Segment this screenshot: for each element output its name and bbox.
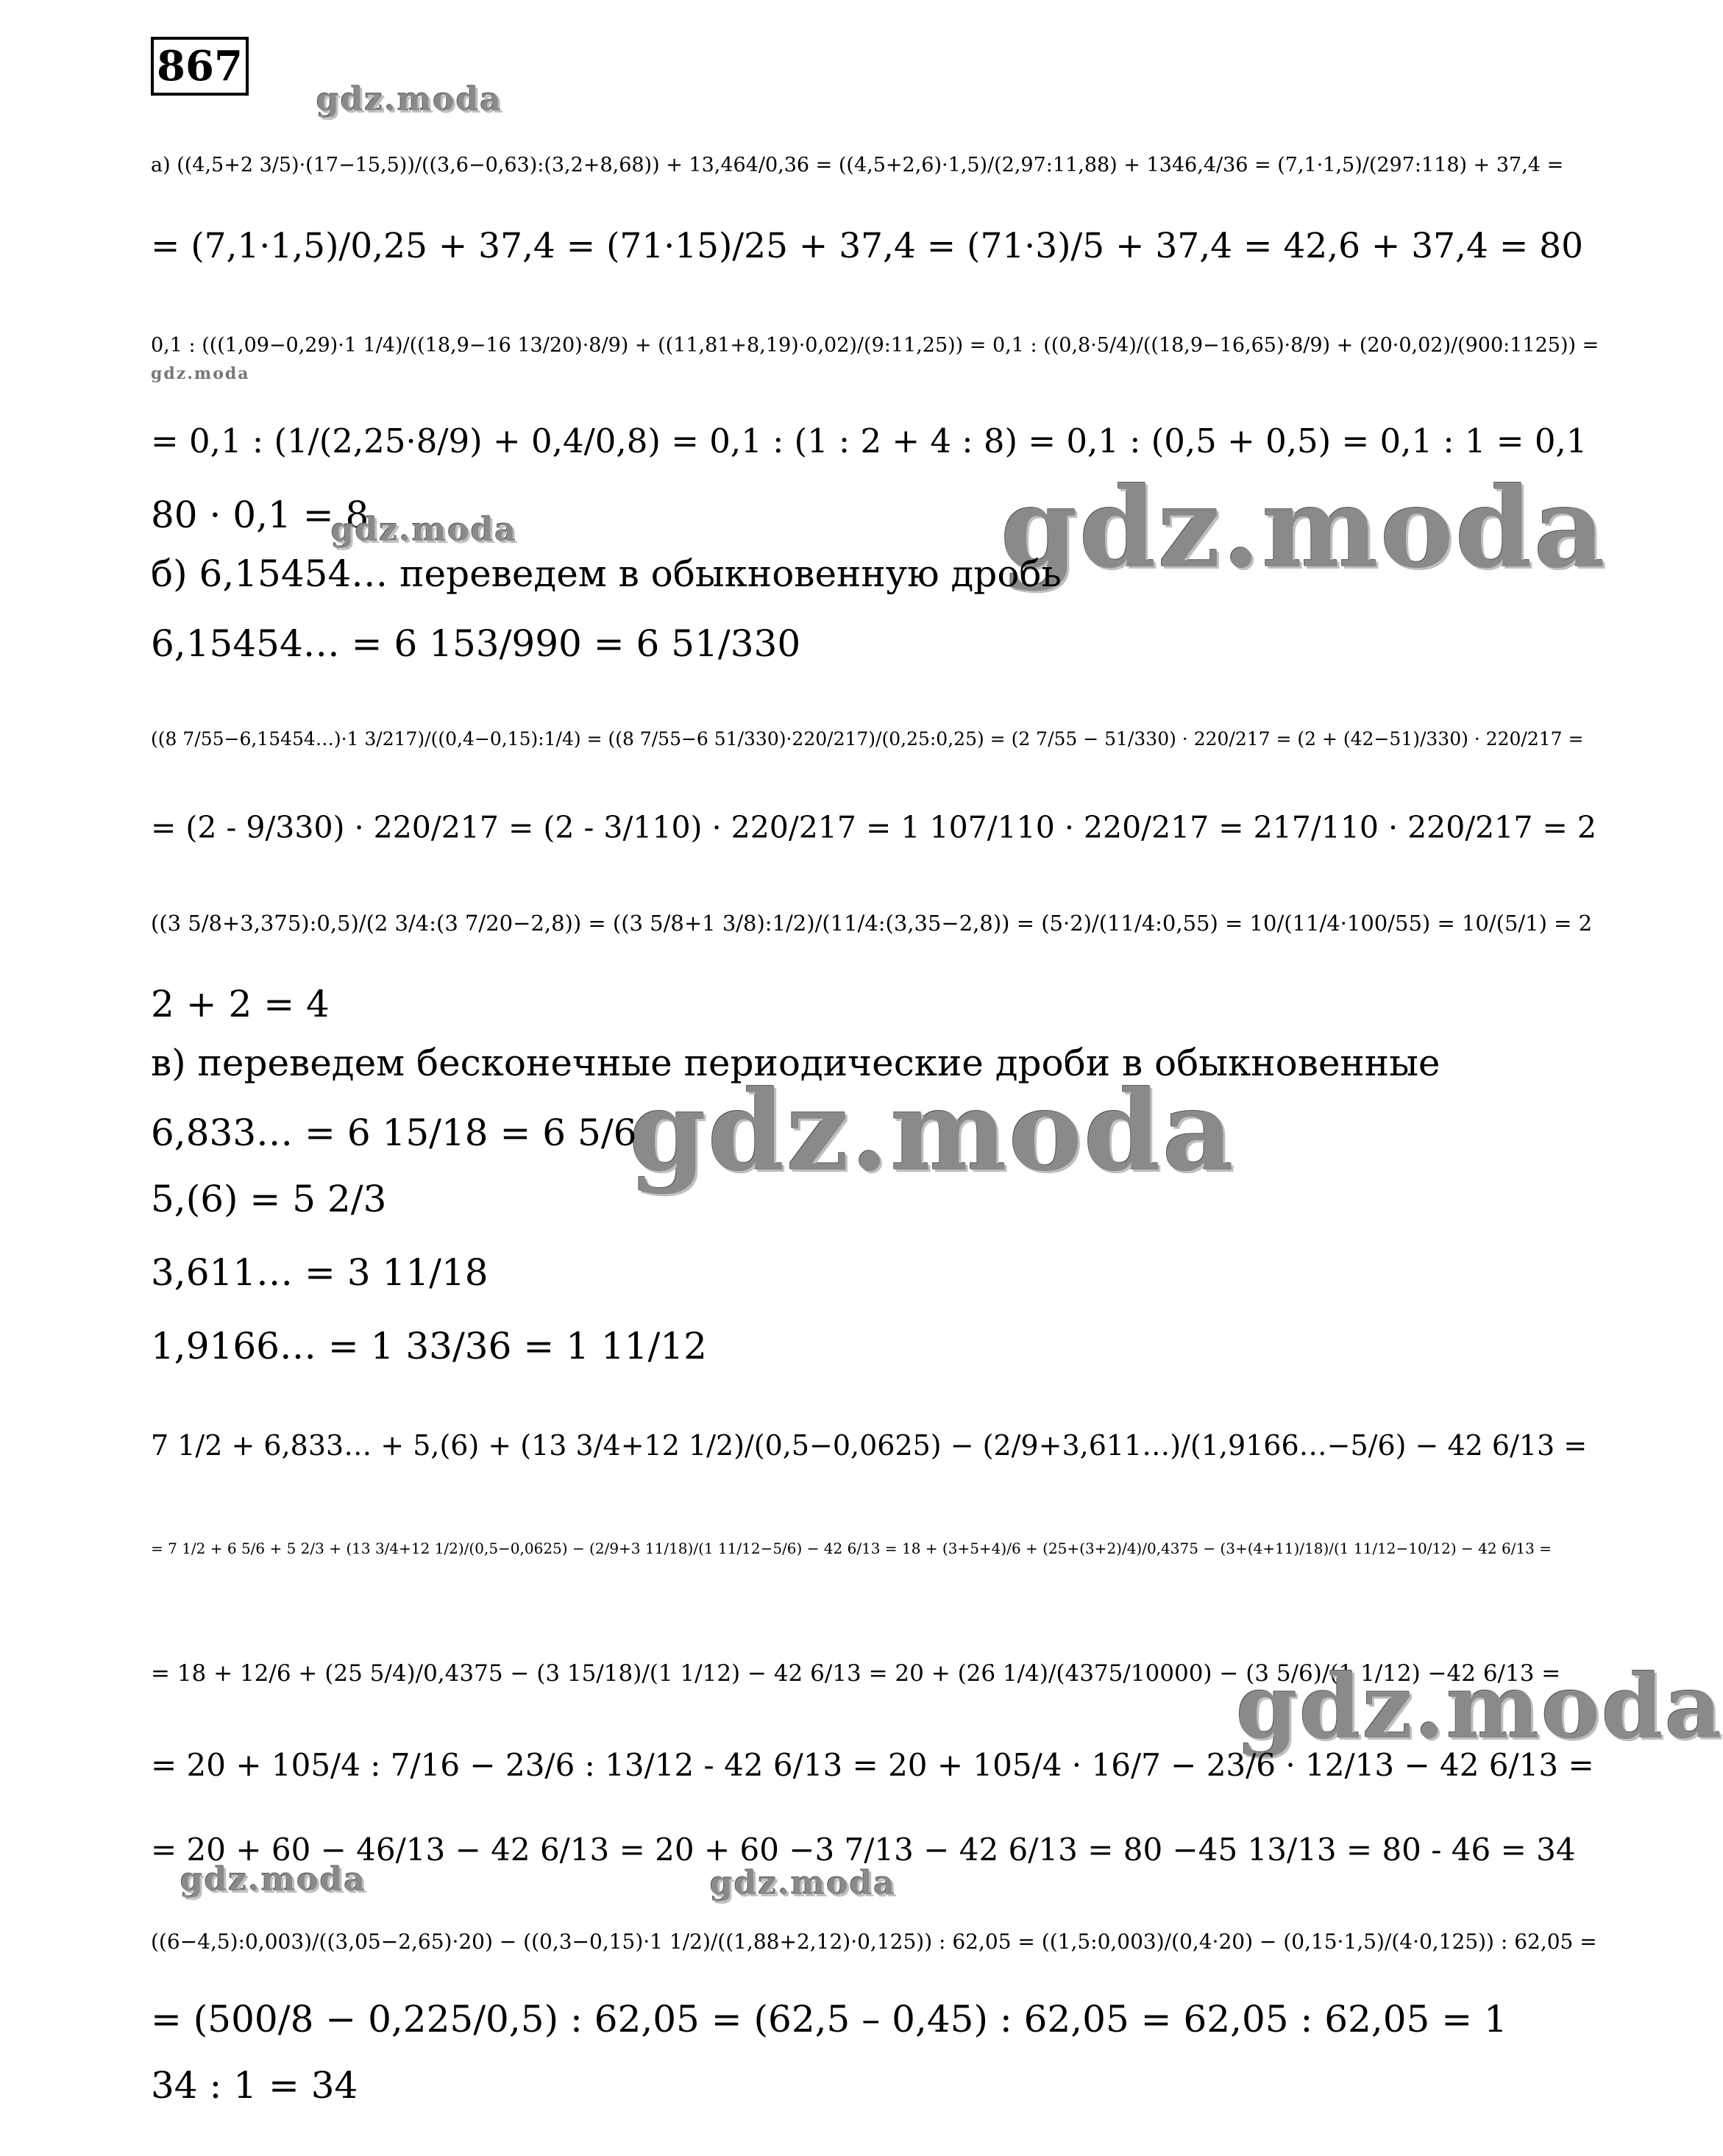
watermark: gdz.moda: [331, 511, 518, 549]
solution-line-b4: = (2 - 9/330) · 220/217 = (2 - 3/110) · 220/217 = 1 107/110 · 220/217 = 217/110 · 220/217 = 2: [151, 810, 1596, 845]
solution-line-a2: = (7,1·1,5)/0,25 + 37,4 = (71·15)/25 + 37,4 = (71·3)/5 + 37,4 = 42,6 + 37,4 = 80: [151, 226, 1583, 266]
watermark: gdz.moda: [1001, 463, 1607, 593]
solution-line-b3: ((8 7/55−6,15454…)·1 3/217)/((0,4−0,15):1/4) = ((8 7/55−6 51/330)·220/217)/(0,25:0,25) = (2 7/55 − 51/330) · 220/217 = (2 + (42−51)/330) · 220/217 =: [151, 728, 1584, 750]
solution-line-c10: = 20 + 60 − 46/13 − 42 6/13 = 20 + 60 −3 7/13 − 42 6/13 = 80 −45 13/13 = 80 - 46 = 34: [151, 1832, 1576, 1868]
solution-line-c4: 3,611… = 3 11/18: [151, 1251, 489, 1294]
watermark: gdz.moda: [316, 81, 503, 118]
solution-line-a1: а) ((4,5+2 3/5)·(17−15,5))/((3,6−0,63):(3,2+8,68)) + 13,464/0,36 = ((4,5+2,6)·1,5)/(2,97:11,88) + 1346,4/36 = (7,1·1,5)/(297:118) + 37,4 =: [151, 154, 1564, 177]
solution-line-c11: ((6−4,5):0,003)/((3,05−2,65)·20) − ((0,3−0,15)·1 1/2)/((1,88+2,12)·0,125)) : 62,05 = ((1,5:0,003)/(0,4·20) − (0,15·1,5)/(4·0,125)) : 62,05 =: [151, 1929, 1597, 1954]
solution-line-b2: 6,15454… = 6 153/990 = 6 51/330: [151, 622, 801, 665]
solution-line-a3: 0,1 : (((1,09−0,29)·1 1/4)/((18,9−16 13/20)·8/9) + ((11,81+8,19)·0,02)/(9:11,25)) = 0,1 : ((0,8·5/4)/((18,9−16,65)·8/9) + (20·0,02)/(900:1125)) =: [151, 334, 1599, 357]
solution-line-c7: = 7 1/2 + 6 5/6 + 5 2/3 + (13 3/4+12 1/2)/(0,5−0,0625) − (2/9+3 11/18)/(1 11/12−5/6) − 42 6/13 = 18 + (3+5+4)/6 + (25+(3+2)/4)/0,4375 − (3+(4+11)/18)/(1 11/12−10/12) − 42 6/13 =: [151, 1540, 1552, 1557]
solution-line-b5: ((3 5/8+3,375):0,5)/(2 3/4:(3 7/20−2,8)) = ((3 5/8+1 3/8):1/2)/(11/4:(3,35−2,8)) = (5·2)/(11/4:0,55) = 10/(11/4·100/55) = 10/(5/1) = 2: [151, 911, 1593, 936]
solution-line-c5: 1,9166… = 1 33/36 = 1 11/12: [151, 1325, 707, 1367]
watermark: gdz.moda: [1236, 1655, 1723, 1759]
solution-line-b6: 2 + 2 = 4: [151, 983, 330, 1025]
solution-line-c9: = 20 + 105/4 : 7/16 − 23/6 : 13/12 - 42 6/13 = 20 + 105/4 · 16/7 − 23/6 · 12/13 − 42 6/13 =: [151, 1747, 1594, 1783]
solution-line-a4: = 0,1 : (1/(2,25·8/9) + 0,4/0,8) = 0,1 : (1 : 2 + 4 : 8) = 0,1 : (0,5 + 0,5) = 0,1 : 1 = 0,1: [151, 421, 1588, 460]
solution-line-c13: 34 : 1 = 34: [151, 2064, 358, 2107]
solution-line-c1: в) переведем бесконечные периодические дроби в обыкновенные: [151, 1042, 1440, 1084]
watermark: gdz.moda: [710, 1865, 897, 1902]
watermark: gdz.moda: [180, 1861, 367, 1899]
solution-line-c12: = (500/8 − 0,225/0,5) : 62,05 = (62,5 – 0,45) : 62,05 = 62,05 : 62,05 = 1: [151, 1998, 1507, 2041]
solution-line-c8: = 18 + 12/6 + (25 5/4)/0,4375 − (3 15/18)/(1 1/12) − 42 6/13 = 20 + (26 1/4)/(4375/10000) − (3 5/6)/(1 1/12) −42 6/13 =: [151, 1660, 1561, 1687]
watermark: gdz.moda: [151, 364, 250, 383]
watermark: gdz.moda: [629, 1067, 1236, 1196]
solution-line-c6: 7 1/2 + 6,833… + 5,(6) + (13 3/4+12 1/2)/(0,5−0,0625) − (2/9+3,611…)/(1,9166…−5/6) − 42 6/13 =: [151, 1429, 1588, 1462]
solution-line-c3: 5,(6) = 5 2/3: [151, 1178, 387, 1220]
solution-line-b1: б) 6,15454… переведем в обыкновенную дробь: [151, 552, 1062, 595]
solution-line-a5: 80 · 0,1 = 8: [151, 494, 369, 536]
solution-line-c2: 6,833… = 6 15/18 = 6 5/6: [151, 1111, 637, 1154]
problem-number: 867: [151, 37, 249, 96]
